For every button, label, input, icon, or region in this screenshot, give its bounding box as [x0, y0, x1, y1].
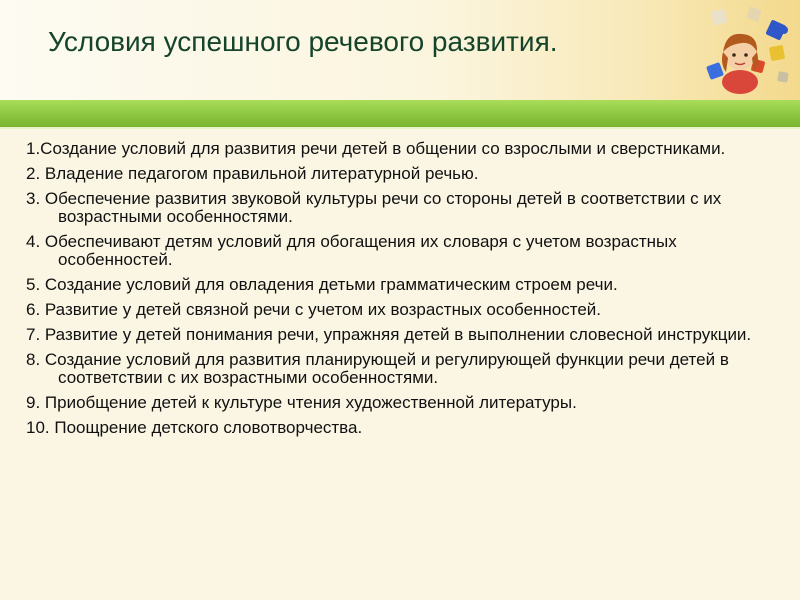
list-item: 4. Обеспечивают детям условий для обогащения их словаря с учетом возрастных особенностей. — [26, 232, 677, 269]
list-item: 1.Создание условий для развития речи детей в общении со взрослыми и сверстниками. — [26, 139, 726, 158]
child-with-puzzle-pieces-icon — [690, 2, 795, 98]
list-item: 5. Создание условий для овладения детьми грамматическим строем речи. — [26, 275, 618, 294]
list-item: 6. Развитие у детей связной речи с учетом их возрастных особенностей. — [26, 300, 602, 319]
list-item: 8. Создание условий для развития планирующей и регулирующей функции речи детей в соответствии с их возрастными особенностями. — [26, 350, 729, 387]
list-item: 9. Приобщение детей к культуре чтения художественной литературы. — [26, 393, 577, 412]
slide-title: Условия успешного речевого развития. — [48, 26, 558, 57]
conditions-list — [26, 140, 776, 444]
accent-bar — [0, 100, 800, 127]
list-item: 7. Развитие у детей понимания речи, упражняя детей в выполнении словесной инструкции. — [26, 325, 752, 344]
list-item: 2. Владение педагогом правильной литературной речью. — [26, 164, 479, 183]
list-item: 3. Обеспечение развития звуковой культуры речи со стороны детей в соответствии с их возрастными особенностями. — [26, 189, 722, 226]
list-item: 10. Поощрение детского словотворчества. — [26, 418, 363, 437]
